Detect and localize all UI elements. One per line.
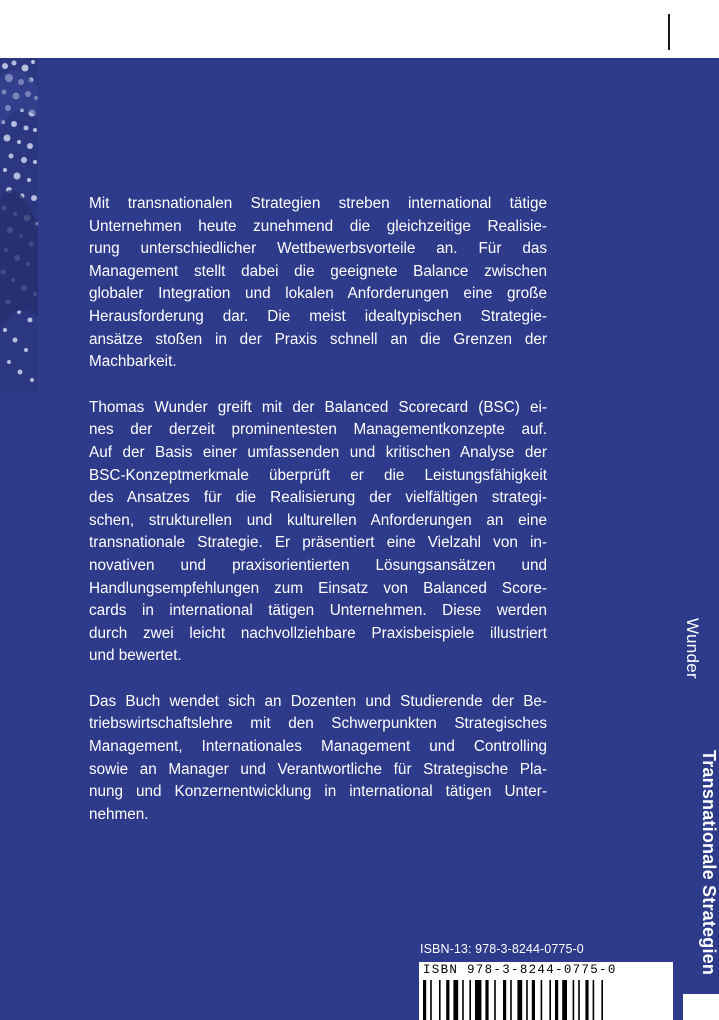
isbn-label: ISBN-13: 978-3-8244-0775-0 — [420, 942, 584, 956]
blurb-line: rung unterschiedlicher Wettbewerbsvorteile an. Für das — [89, 240, 547, 258]
barcode-bar — [593, 980, 595, 1020]
blurb-line: Unternehmen heute zunehmend die gleichzeitige Realisie- — [89, 217, 547, 235]
blurb-text — [89, 193, 547, 849]
barcode-bar — [494, 980, 496, 1020]
blurb-line: Management, Internationales Management und Controlling — [89, 738, 547, 756]
blurb-line: schen, strukturellen und kulturellen Anforderungen an eine — [89, 511, 547, 529]
barcode-bar — [562, 980, 567, 1020]
blurb-line: ansätze stoßen in der Praxis schnell an die Grenzen der — [89, 330, 547, 348]
blurb-line: nehmen. — [89, 805, 149, 823]
blurb-line: Das Buch wendet sich an Dozenten und Studierende der Be- — [89, 692, 547, 710]
barcode — [419, 962, 673, 1020]
blurb-paragraph-2 — [89, 397, 547, 668]
barcode-bar — [573, 980, 575, 1020]
blurb-line: des Ansatzes für die Realisierung der vielfältigen strategi- — [89, 489, 547, 507]
barcode-bar — [585, 980, 588, 1020]
blurb-line: BSC-Konzeptmerkmale überprüft er die Leistungsfähigkeit — [89, 466, 547, 484]
barcode-bar — [469, 980, 471, 1020]
barcode-bar — [526, 980, 528, 1020]
cover-image-edge — [0, 58, 38, 393]
blurb-line: Herausforderung dar. Die meist idealtypischen Strategie- — [89, 307, 547, 325]
barcode-bar — [423, 980, 426, 1020]
barcode-bar — [446, 980, 449, 1020]
barcode-bar — [453, 980, 458, 1020]
spine-author: Wunder — [683, 618, 702, 680]
barcode-isbn-text: ISBN 978-3-8244-0775-0 — [423, 963, 617, 977]
spine-fold-mark — [668, 14, 670, 50]
blurb-line: Thomas Wunder greift mit der Balanced Scorecard (BSC) ei- — [89, 398, 547, 416]
blurb-line: triebswirtschaftslehre mit den Schwerpunkten Strategisches — [89, 715, 547, 733]
blurb-paragraph-3 — [89, 691, 547, 827]
barcode-bar — [439, 980, 441, 1020]
blurb-line: globaler Integration und lokalen Anforderungen eine große — [89, 285, 547, 303]
barcode-bar — [532, 980, 535, 1020]
blurb-line: transnationale Strategie. Er präsentiert eine Vielzahl von in- — [89, 534, 547, 552]
blurb-line: Mit transnationalen Strategien streben international tätige — [89, 195, 547, 212]
back-cover — [0, 58, 719, 1020]
blurb-line: novativen und praxisorientierten Lösungsansätzen und — [89, 556, 547, 574]
blurb-line: Handlungsempfehlungen zum Einsatz von Balanced Score- — [89, 579, 547, 597]
barcode-bar — [475, 980, 481, 1020]
blurb-line: Machbarkeit. — [89, 353, 177, 371]
barcode-bar — [555, 980, 558, 1020]
blurb-line: Auf der Basis einer umfassenden und kritischen Analyse der — [89, 443, 547, 461]
barcode-bar — [541, 980, 543, 1020]
blurb-line: und bewertet. — [89, 647, 182, 665]
blurb-line: durch zwei leicht nachvollziehbare Praxisbeispiele illustriert — [89, 624, 547, 642]
spine-title: Transnationale Strategien — [699, 750, 719, 976]
top-white-strip — [0, 0, 719, 58]
corner-white-block — [683, 994, 719, 1020]
barcode-bar — [462, 980, 464, 1020]
blurb-line: Management stellt dabei die geeignete Balance zwischen — [89, 262, 547, 280]
blurb-line: sowie an Manager und Verantwortliche für Strategische Pla- — [89, 760, 547, 778]
barcode-bar — [430, 980, 432, 1020]
textured-image-fragment — [0, 58, 38, 393]
barcode-bar — [549, 980, 551, 1020]
blurb-line: nes der derzeit prominentesten Managementkonzepte auf. — [89, 421, 547, 439]
barcode-bar — [578, 980, 580, 1020]
barcode-bar — [601, 980, 603, 1020]
barcode-bar — [517, 980, 522, 1020]
barcode-bars — [423, 980, 669, 1020]
blurb-paragraph-1 — [89, 193, 547, 374]
barcode-bar — [510, 980, 512, 1020]
blurb-line: nung und Konzernentwicklung in international tätigen Unter- — [89, 783, 547, 801]
blurb-line: cards in international tätigen Unternehmen. Diese werden — [89, 602, 547, 620]
barcode-bar — [503, 980, 506, 1020]
barcode-bar — [485, 980, 488, 1020]
